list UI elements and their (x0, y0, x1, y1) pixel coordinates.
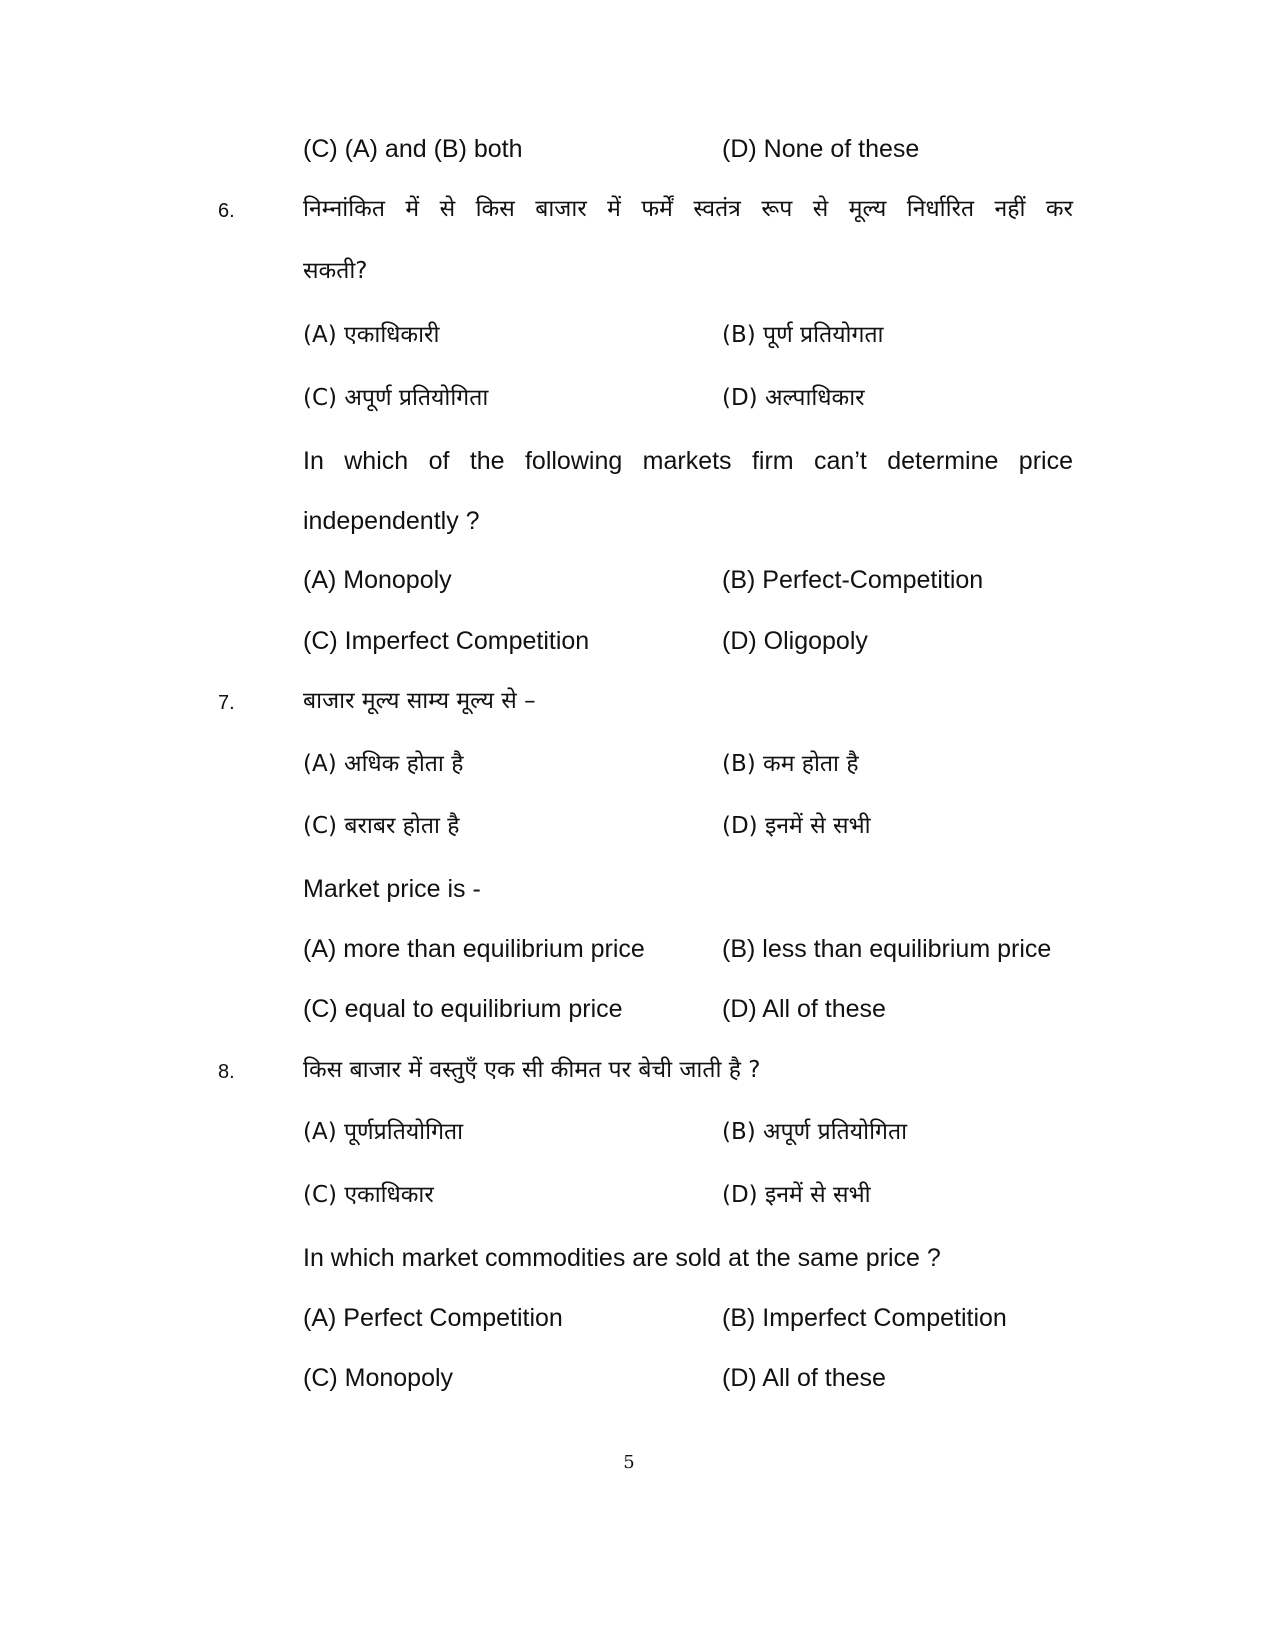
question-6-english-option-c: (C) Imperfect Competition (303, 627, 590, 655)
question-7-hindi-option-a: (A) अधिक होता है (303, 751, 464, 777)
question-7-english-text: Market price is - (303, 875, 481, 903)
question-6-english-option-a: (A) Monopoly (303, 566, 452, 594)
question-8-hindi-option-a: (A) पूर्णप्रतियोगिता (303, 1119, 464, 1145)
question-7-english-option-c: (C) equal to equilibrium price (303, 995, 623, 1023)
question-7-hindi-option-c: (C) बराबर होता है (303, 813, 460, 839)
question-6-english-option-d: (D) Oligopoly (722, 627, 868, 655)
question-6-english-text-line2: independently ? (303, 507, 480, 535)
question-8-english-option-b: (B) Imperfect Competition (722, 1304, 1007, 1332)
question-8-english-option-c: (C) Monopoly (303, 1364, 454, 1392)
question-7-number: 7. (218, 692, 235, 714)
question-6-hindi-option-d: (D) अल्पाधिकार (722, 385, 865, 411)
question-7-english-option-d: (D) All of these (722, 995, 886, 1023)
question-7-hindi-text: बाजार मूल्य साम्य मूल्य से – (303, 688, 536, 714)
question-8-hindi-option-c: (C) एकाधिकार (303, 1182, 434, 1208)
question-8-hindi-option-d: (D) इनमें से सभी (722, 1182, 871, 1208)
question-8-english-text: In which market commodities are sold at the same price ? (303, 1244, 941, 1272)
question-7-hindi-option-b: (B) कम होता है (722, 751, 859, 777)
question-7-english-option-b: (B) less than equilibrium price (722, 935, 1052, 963)
page-number: 5 (623, 1452, 635, 1473)
prev-question-option-d: (D) None of these (722, 135, 920, 163)
question-7-english-option-a: (A) more than equilibrium price (303, 935, 645, 963)
question-6-hindi-option-c: (C) अपूर्ण प्रतियोगिता (303, 385, 489, 411)
question-6-hindi-text-line2: सकती? (303, 258, 368, 284)
question-6-hindi-option-b: (B) पूर्ण प्रतियोगता (722, 322, 884, 348)
question-8-number: 8. (218, 1061, 235, 1083)
question-8-english-option-d: (D) All of these (722, 1364, 886, 1392)
question-6-hindi-option-a: (A) एकाधिकारी (303, 322, 440, 348)
question-6-hindi-text-line1: निम्नांकित में से किस बाजार में फर्में स्वतंत्र रूप से मूल्य निर्धारित नहीं कर (303, 196, 1073, 222)
question-6-number: 6. (218, 200, 235, 222)
prev-question-option-c: (C) (A) and (B) both (303, 135, 523, 163)
question-6-english-option-b: (B) Perfect-Competition (722, 566, 984, 594)
question-8-hindi-text: किस बाजार में वस्तुएँ एक सी कीमत पर बेची जाती है ? (303, 1057, 761, 1083)
question-8-hindi-option-b: (B) अपूर्ण प्रतियोगिता (722, 1119, 908, 1145)
question-8-english-option-a: (A) Perfect Competition (303, 1304, 563, 1332)
question-6-english-text-line1: In which of the following markets firm can’t determine price (303, 447, 1073, 475)
question-7-hindi-option-d: (D) इनमें से सभी (722, 813, 871, 839)
